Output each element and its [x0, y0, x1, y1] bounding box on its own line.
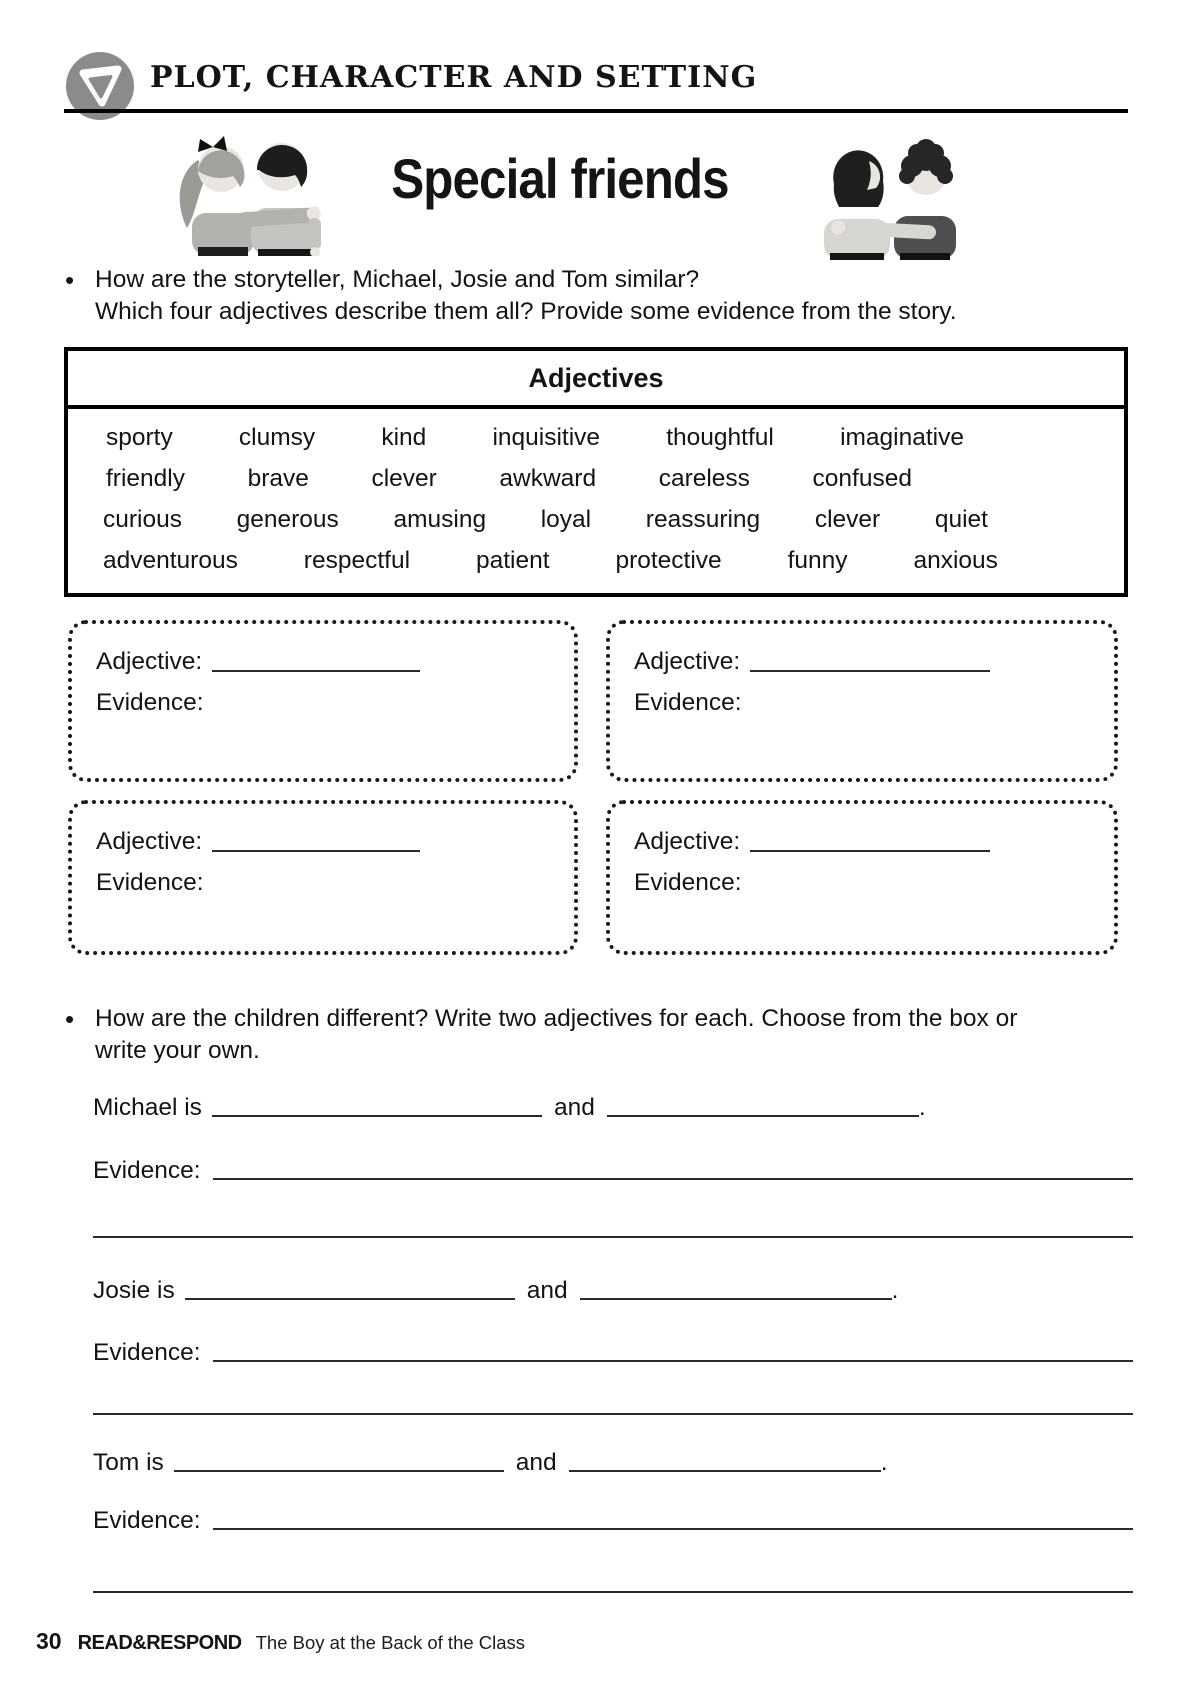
tom-fill-in: [93, 1448, 1133, 1477]
adjective-word: confused: [812, 465, 912, 492]
adjective-word: imaginative: [840, 424, 964, 451]
adjective-row: [634, 648, 1114, 676]
friends-illustration-right: [806, 124, 962, 265]
page-number: 30: [36, 1628, 62, 1654]
question-2-line2: write your own.: [95, 1037, 260, 1064]
evidence-label: Evidence:: [93, 1339, 201, 1366]
question-1: [65, 264, 1128, 328]
adjective-label: Adjective:: [634, 648, 741, 675]
question-1-text: [95, 264, 957, 328]
period: .: [918, 1094, 926, 1121]
tom-evidence-line-2[interactable]: [93, 1591, 1133, 1593]
evidence-row: [634, 689, 1114, 717]
adjective-word: adventurous: [103, 547, 238, 574]
question-2: [65, 1003, 1145, 1067]
bullet-marker: •: [65, 1004, 75, 1034]
adjective-word: patient: [475, 547, 550, 574]
adjective-word: clever: [371, 465, 437, 492]
adjective-word: friendly: [106, 465, 185, 492]
michael-label: Michael is: [93, 1094, 202, 1121]
evidence-row: [96, 689, 574, 717]
adjective-word: thoughtful: [666, 424, 774, 451]
tom-adjective-2-line[interactable]: [569, 1448, 881, 1472]
evidence-label: Evidence:: [93, 1157, 201, 1184]
and-label: and: [526, 1277, 568, 1304]
tom-adjective-1-line[interactable]: [174, 1448, 504, 1472]
section-title: PLOT, CHARACTER AND SETTING: [150, 60, 758, 95]
adjectives-row-4: [68, 540, 1124, 581]
adjective-word: amusing: [393, 506, 487, 533]
adjective-word: respectful: [303, 547, 411, 574]
josie-adjective-2-line[interactable]: [580, 1276, 892, 1300]
evidence-label: Evidence:: [96, 869, 204, 896]
evidence-label: Evidence:: [93, 1507, 201, 1534]
adjective-word: sporty: [106, 424, 173, 451]
question-2-text: [95, 1003, 1017, 1067]
evidence-label: Evidence:: [634, 689, 742, 716]
evidence-row: [634, 869, 1114, 897]
adjectives-table: [64, 347, 1128, 597]
adjective-row: [96, 648, 574, 676]
josie-evidence: [93, 1338, 1133, 1367]
adjective-word: funny: [787, 547, 848, 574]
question-2-line1: How are the children different? Write two adjectives for each. Choose from the box or: [95, 1005, 1018, 1032]
adjectives-row-1: [68, 417, 1124, 458]
adjective-word: generous: [236, 506, 339, 533]
and-label: and: [553, 1094, 595, 1121]
adjective-word: reassuring: [645, 506, 761, 533]
adjective-word: clumsy: [238, 424, 316, 451]
michael-evidence: [93, 1156, 1133, 1185]
michael-fill-in: [93, 1093, 1133, 1122]
adjective-word: curious: [103, 506, 182, 533]
josie-fill-in: [93, 1276, 1133, 1305]
michael-evidence-line[interactable]: [213, 1156, 1133, 1180]
tom-label: Tom is: [93, 1449, 164, 1476]
adjectives-row-3: [68, 499, 1124, 540]
question-1-line1: How are the storyteller, Michael, Josie and Tom similar?: [95, 266, 700, 293]
adjective-label: Adjective:: [634, 828, 741, 855]
adjectives-table-body: [68, 409, 1124, 593]
adjectives-row-2: [68, 458, 1124, 499]
michael-adjective-2-line[interactable]: [607, 1093, 919, 1117]
adjective-word: brave: [247, 465, 309, 492]
evidence-label: Evidence:: [96, 689, 204, 716]
answer-box-1[interactable]: [68, 620, 578, 782]
adjective-word: quiet: [934, 506, 988, 533]
michael-evidence-line-2[interactable]: [93, 1236, 1133, 1238]
answer-box-2[interactable]: [606, 620, 1118, 782]
and-label: and: [515, 1449, 557, 1476]
period: .: [891, 1277, 899, 1304]
josie-evidence-line-2[interactable]: [93, 1413, 1133, 1415]
evidence-label: Evidence:: [634, 869, 742, 896]
josie-label: Josie is: [93, 1277, 175, 1304]
adjective-row: [634, 828, 1114, 856]
adjective-word: protective: [615, 547, 722, 574]
adjectives-table-header: Adjectives: [68, 351, 1124, 409]
adjective-word: loyal: [540, 506, 592, 533]
answer-box-3[interactable]: [68, 800, 578, 955]
michael-adjective-1-line[interactable]: [212, 1093, 542, 1117]
adjective-word: kind: [381, 424, 427, 451]
tom-evidence-line[interactable]: [213, 1506, 1133, 1530]
question-1-line2: Which four adjectives describe them all? Provide some evidence from the story.: [95, 298, 957, 325]
adjective-write-line[interactable]: [750, 830, 990, 852]
tom-evidence: [93, 1506, 1133, 1535]
page-footer: [36, 1628, 525, 1655]
header-rule: [64, 109, 1128, 113]
friends-illustration-left: [158, 120, 334, 261]
adjective-word: clever: [814, 506, 881, 533]
adjective-write-line[interactable]: [750, 650, 990, 672]
adjective-word: anxious: [913, 547, 998, 574]
page-title: Special friends: [391, 147, 729, 210]
answer-box-4[interactable]: [606, 800, 1118, 955]
josie-adjective-1-line[interactable]: [185, 1276, 515, 1300]
adjective-word: inquisitive: [492, 424, 601, 451]
josie-evidence-line[interactable]: [213, 1338, 1133, 1362]
adjective-write-line[interactable]: [212, 830, 420, 852]
adjective-label: Adjective:: [96, 648, 203, 675]
adjective-word: awkward: [499, 465, 597, 492]
adjective-label: Adjective:: [96, 828, 203, 855]
evidence-row: [96, 869, 574, 897]
period: .: [880, 1449, 888, 1476]
series-brand: READ&RESPOND: [77, 1632, 242, 1654]
adjective-row: [96, 828, 574, 856]
adjective-word: careless: [658, 465, 750, 492]
adjective-write-line[interactable]: [212, 650, 420, 672]
bullet-marker: •: [65, 265, 75, 295]
book-title: The Boy at the Back of the Class: [255, 1632, 526, 1653]
